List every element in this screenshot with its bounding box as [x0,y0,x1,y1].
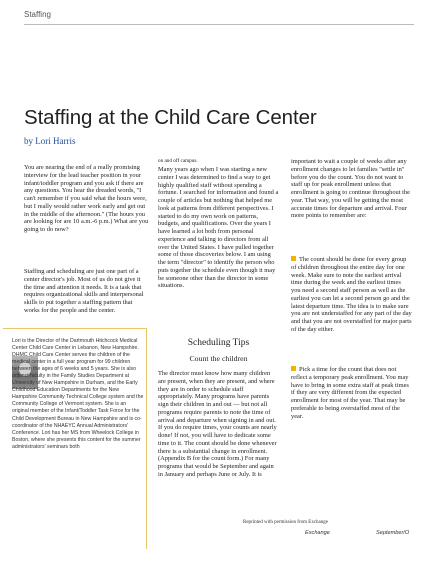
col2-top-fragment: on and off campus. [158,158,198,164]
col3-bullet-1-text: The count should be done for every group of children throughout the entire day for one week. Make sure to note the earliest arrival time during the week and the earliest times you need a second staff person as well as the earliest you can let a second person go and the latest departure time. The idea is to make sure you are not understaffed for any part of the day and that you are not overstaffed for major parts of the day either. [291,256,412,333]
bullet-square-icon [291,256,296,261]
header-rule [24,24,414,25]
count-children-subheading: Count the children [189,354,248,363]
footer-date: September/O [376,530,410,536]
col1-paragraph-1: You are nearing the end of a really promising interview for the lead teacher position in your infant/toddler program and you ask if there are any questions. You hear the dreaded words, "I can't remember if you said what the hours were, but I really would rather work early and get out in the middle of the afternoon." (The hours you are looking for are 10 a.m.-6 p.m.) What are you going to do now? [24,164,149,233]
col2-paragraph-1: Many years ago when I was starting a new center I was determined to find a way to get highly qualified staff without spending a fortune. I searched for information and found a couple of articles but nothing that helped me look at patterns from different perspectives. I started to do my own work on patterns, budgets, and qualifications. Over the years I have learned a lot both from personal experience and talking to directors from all over the United States. I have pulled together some of those discoveries below. I am using the term "director" to identify the person who puts together the schedule even though it may be someone other than the director in some situations. [158,166,279,290]
bullet-square-icon [291,366,296,371]
col3-paragraph-1: important to wait a couple of weeks after any enrollment changes to let families "settle in" before you do the count. You do not want to staff up for peak enrollment unless that enrollment is going to continue throughout the year. That way, you will be getting the most accurate times for departure and arrival. Four more points to remember are: [291,158,410,220]
author-bio-text: Lori is the Director of the Dartmouth Hitchcock Medical Center Child Care Center in Lebanon, New Hampshire. DHMC Child Care Center serves the children of the medical center in a full year program for 99 children between the ages of 6 weeks and 5 years. She is also adjunct faculty in the Family Studies Department at University of New Hampshire in Durham, and the Early Childhood Education Departments for the New Hampshire Community Technical College system and the Community College of Vermont system. She is an original member of the Infant/Toddler Task Force for the Child Development Bureau in New Hampshire and is co-coordinator of the NHAEYC Annual Administrators' Conference. Lori has her MS from Wheelock College in Boston, where she presents this content for the summer administrators' seminars both [12,338,144,450]
col1-paragraph-2: Staffing and scheduling are just one part of a center director's job. Most of us do not give it the time and attention it needs. It is a task that requires organizational skills and interpersonal skills to put together a staffing pattern that works for the people and the center. [24,268,144,314]
col3-bullet-2 [291,366,412,420]
footer-publication: Exchange [305,530,330,536]
col2-paragraph-2: The director must know how many children are present, when they are present, and where they are in order to schedule staff appropriately. Many programs have parents sign their children in and out — but not all programs require parents to note the time of arrival and departure when signing in and out. If you do require times, your counts are nearly done! If not, you will have to dedicate some time to it. The count should be done whenever there is a substantial change in enrollment. (Appendix B for the count form.) For many programs that would be September and again in January and perhaps June or July. It is [158,370,277,478]
col3-bullet-1 [291,256,412,334]
section-tag: Staffing [24,10,51,19]
article-title: Staffing at the Child Care Center [24,106,317,129]
col3-bullet-2-text: Pick a time for the count that does not reflect a temporary peak enrollment. You may have to bring in some extra staff at peak times if they are very different from the expected enrollment for most of the year. That may be preferable to being overstaffed most of the year. [291,366,409,420]
author-bio [12,338,144,451]
article-byline: by Lori Harris [24,136,76,146]
scheduling-tips-heading: Scheduling Tips [187,338,250,348]
reprint-credit: Reprinted with permission from Exchange [243,520,328,525]
